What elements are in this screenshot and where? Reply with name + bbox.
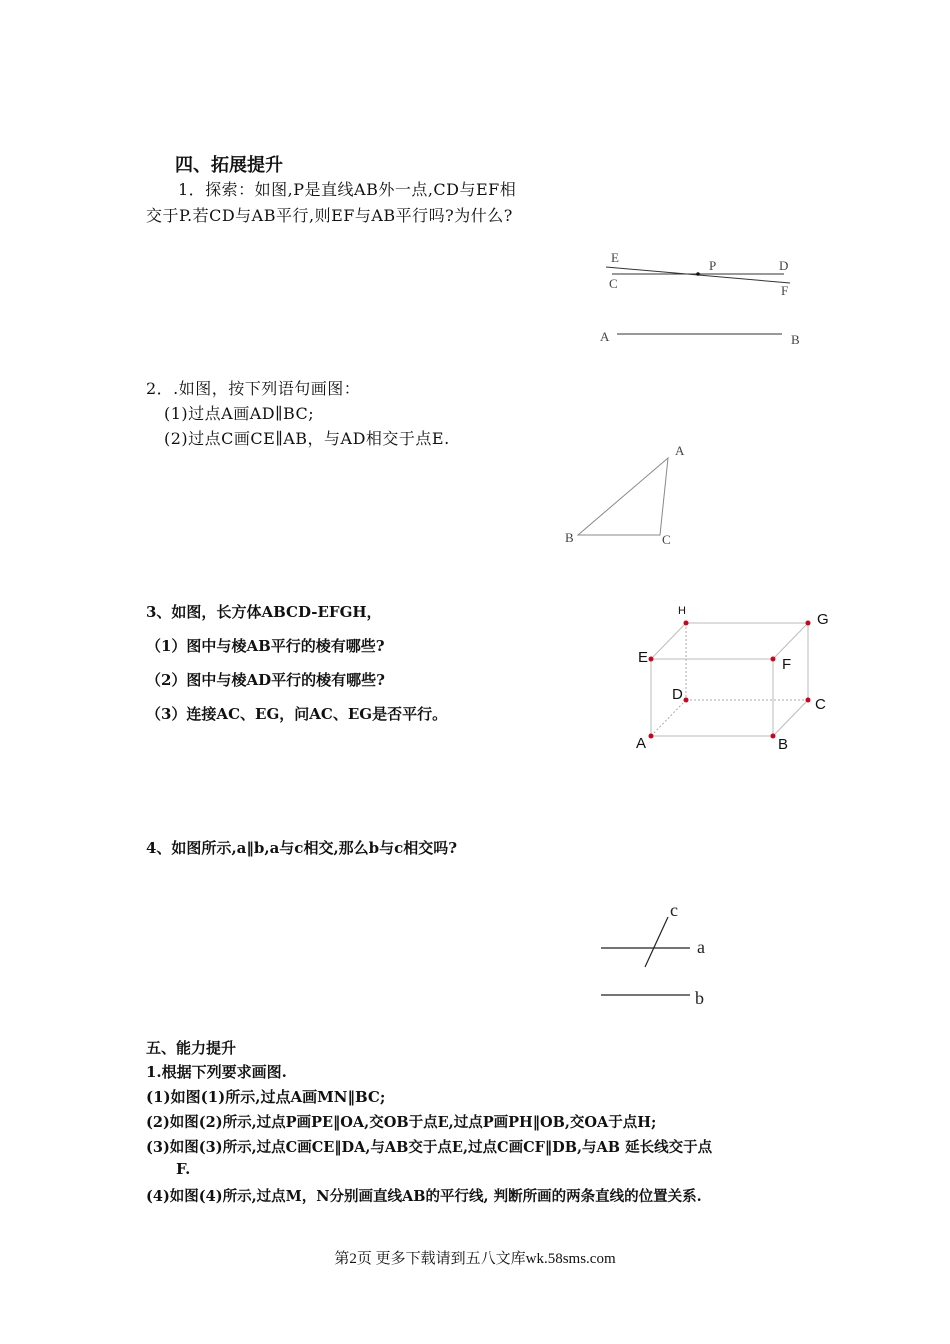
fig1-label-p: P <box>709 258 717 273</box>
line-c <box>645 917 668 967</box>
q2-text-line1: 2．.如图，按下列语句画图： <box>146 379 361 398</box>
fig4-label-c: c <box>670 900 678 920</box>
q2-text-line3: (2)过点C画CE∥AB，与AD相交于点E. <box>164 429 450 448</box>
fig1-label-b: B <box>791 332 800 347</box>
section-5-line5: (4)如图(4)所示,过点M，N分别画直线AB的平行线, 判断所画的两条直线的位置关系. <box>146 1188 702 1205</box>
fig4-label-a: a <box>697 937 705 957</box>
section-5-title: 五、能力提升 <box>146 1039 237 1057</box>
fig3-label-e: E <box>638 649 649 666</box>
section-5-line4a: (3)如图(3)所示,过点C画CE‖DA,与AB交于点E,过点C画CF‖DB,与AB 延长线交于点 <box>146 1139 713 1156</box>
fig3-label-d: D <box>672 686 683 703</box>
q3-text-line1: 3、如图，长方体ABCD-EFGH， <box>146 603 382 621</box>
fig1-label-e: E <box>611 250 619 265</box>
fig1-label-c: C <box>609 276 618 291</box>
fig1-label-a: A <box>600 329 610 344</box>
q3-text-line2: （1）图中与棱AB平行的棱有哪些? <box>146 637 385 655</box>
section-5-line3: (2)如图(2)所示,过点P画PE‖OA,交OB于点E,过点P画PH‖OB,交OA于点H; <box>146 1114 657 1131</box>
q2-text-line2: (1)过点A画AD∥BC; <box>164 404 315 423</box>
q1-text-line2: 交于P.若CD与AB平行,则EF与AB平行吗?为什么? <box>146 206 513 225</box>
q3-text-line3: （2）图中与棱AD平行的棱有哪些? <box>146 671 385 689</box>
fig3-label-c: C <box>815 696 826 713</box>
fig2-label-b: B <box>565 530 574 545</box>
page-footer: 第2页 更多下载请到五八文库wk.58sms.com <box>334 1251 616 1267</box>
fig3-label-a: A <box>636 735 647 752</box>
fig1-label-d: D <box>779 258 789 273</box>
fig4-label-b: b <box>695 988 704 1008</box>
q1-text-line1: 1．探索：如图,P是直线AB外一点,CD与EF相 <box>178 180 517 199</box>
section-5-line1: 1.根据下列要求画图. <box>146 1063 287 1081</box>
fig3-label-h: H <box>678 605 686 617</box>
section-4-title: 四、拓展提升 <box>175 155 283 176</box>
section-5-line4b: F. <box>176 1160 191 1178</box>
fig3-label-f: F <box>782 656 792 673</box>
q4-text: 4、如图所示,a‖b,a与c相交,那么b与c相交吗? <box>146 839 458 857</box>
fig2-label-a: A <box>675 443 685 458</box>
fig1-label-f: F <box>781 283 789 298</box>
q3-text-line4: （3）连接AC、EG，问AC、EG是否平行。 <box>146 705 448 723</box>
section-5-line2: (1)如图(1)所示,过点A画MN‖BC; <box>146 1088 386 1106</box>
fig2-label-c: C <box>662 532 671 547</box>
fig3-label-g: G <box>817 611 829 628</box>
fig3-label-b: B <box>778 736 789 753</box>
